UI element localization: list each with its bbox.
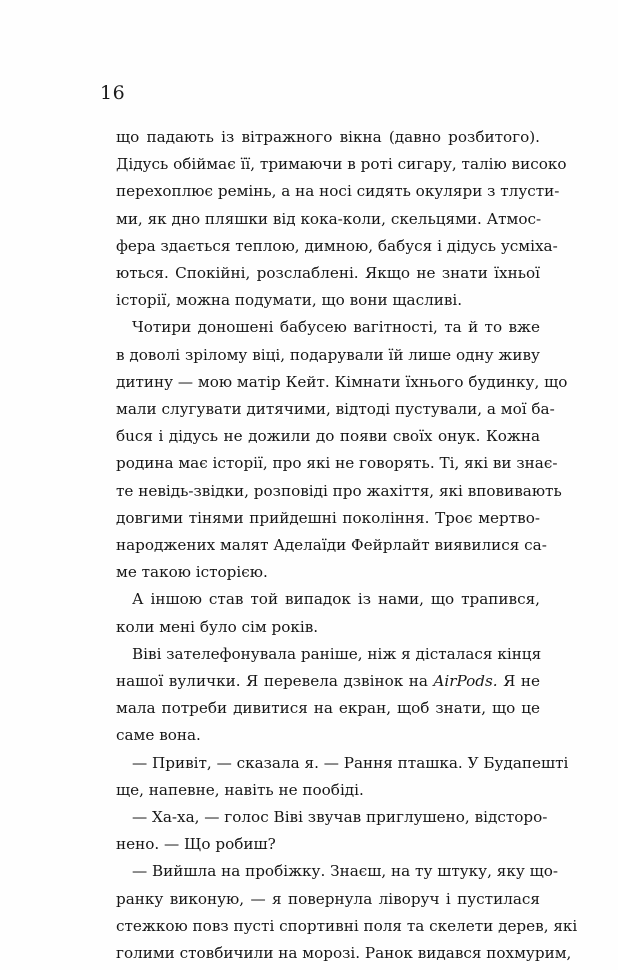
text-line: А іншою став той випадок із нами, що трапився, [132,590,540,609]
text-line: Чотири доношені бабусею вагітності, та й то вже [132,318,540,337]
text-line: саме вона. [116,726,201,745]
text-line: дитину — мою матір Кейт. Кімнати їхнього будинку, що [116,372,568,391]
body-text [116,124,578,967]
text-fragment: нашої вулички. Я перевела дзвінок на [116,672,434,691]
text-line: нено. — Що робиш? [116,835,276,854]
text-line: мали слугувати дитячими, відтоді пустували, а мої ба- [116,400,555,419]
text-line: стежкою повз пусті спортивні поля та скелети дерев, які [116,916,578,935]
text-line: коли мені було сім років. [116,617,319,636]
paragraph [116,804,548,858]
text-line: ються. Спокійні, розслаблені. Якщо не знати їхньої [116,264,540,283]
italic-brand-name: AirPods. [433,672,498,691]
paragraph [116,586,540,640]
text-fragment: Я не [497,672,540,691]
text-line: ме такою історією. [116,563,268,582]
paragraph [116,314,568,586]
text-line: — Ха-ха, — голос Віві звучав приглушено, відсторо- [132,808,548,827]
text-line: фера здається теплою, димною, бабуся і дідусь усміха- [116,236,558,255]
page-number: 16 [100,82,126,104]
paragraph [116,858,578,967]
text-line: бuся і дідусь не дожили до появи своїх онук. Кожна [116,427,540,446]
paragraph [116,641,540,750]
text-line: голими стовбичили на морозі. Ранок видався похмурим, [116,944,572,963]
text-line: — Вийшла на пробіжку. Знаєш, на ту штуку, яку що- [132,862,558,881]
text-line: — Привіт, — сказала я. — Рання пташка. У Будапешті [132,753,569,772]
text-line: родина має історії, про які не говорять. Ті, які ви знає- [116,454,558,473]
text-line: мала потреби дивитися на екран, щоб знати, що це [116,699,540,718]
text-line: в доволі зрілому віці, подарували їй лише одну живу [116,345,540,364]
text-line: ми, як дно пляшки від кока-коли, скельцями. Атмос- [116,209,542,228]
text-line [116,668,540,695]
text-line: історії, можна подумати, що вони щасливі. [116,291,463,310]
text-line: народжених малят Аделаїди Фейрлайт виявилися са- [116,536,547,555]
text-line: те невідь-звідки, розповіді про жахіття, які вповивають [116,481,562,500]
text-line: ранку виконую, — я повернула ліворуч і пустилася [116,889,540,908]
paragraph [116,750,569,804]
paragraph [116,124,567,314]
text-line: Віві зателефонувала раніше, ніж я дісталася кінця [132,644,542,663]
text-line: ще, напевне, навіть не пообіді. [116,780,364,799]
text-line: що падають із вітражного вікна (давно розбитого). [116,128,540,146]
text-line: довгими тінями прийдешні покоління. Троє мертво- [116,508,540,527]
text-line: перехоплює ремінь, а на носі сидять окуляри з тлусти- [116,182,560,201]
text-line: Дідусь обіймає її, тримаючи в роті сигару, талію високо [116,155,567,174]
